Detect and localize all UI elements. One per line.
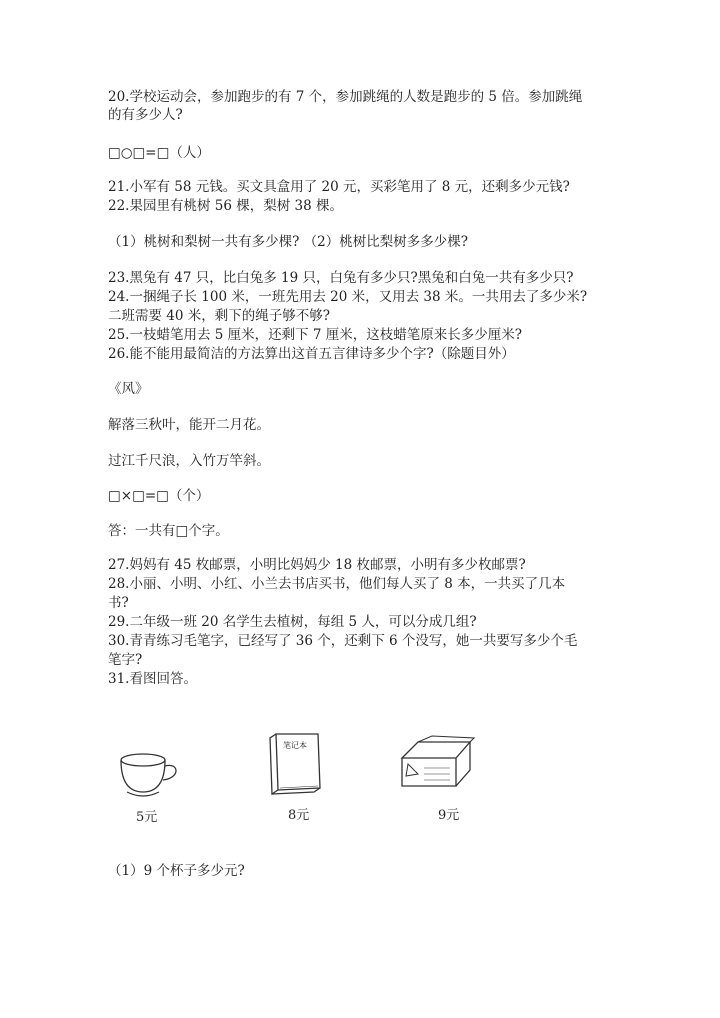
q28-line1: 28.小丽、小明、小红、小兰去书店买书，他们每人买了 8 本，一共买了几本 [108, 576, 566, 592]
q31: 31.看图回答。 [108, 671, 197, 687]
q30-line2: 笔字? [108, 652, 143, 668]
q26: 26.能不能用最简洁的方法算出这首五言律诗多少个字?（除题目外） [108, 346, 515, 362]
item-illustrations [0, 728, 720, 828]
q22: 22.果园里有桃树 56 棵，梨树 38 棵。 [108, 198, 343, 214]
poem-line1: 解落三秋叶，能开二月花。 [108, 417, 270, 433]
q24-line2: 二班需要 40 米，剩下的绳子够不够? [108, 308, 330, 324]
q27: 27.妈妈有 45 枚邮票，小明比妈妈少 18 枚邮票，小明有多少枚邮票? [108, 557, 526, 573]
q30-line1: 30.青青练习毛笔字，已经写了 36 个，还剩下 6 个没写，她一共要写多少个毛 [108, 633, 578, 649]
q20-equation: □○□=□（人） [108, 145, 210, 161]
poem-title: 《风》 [108, 381, 149, 397]
q22-subquestions: （1）桃树和梨树一共有多少棵? （2）桃树比梨树多多少棵? [108, 234, 468, 250]
q26-answer: 答：一共有□个字。 [108, 523, 229, 539]
q26-equation: □×□=□（个） [108, 488, 210, 504]
q23: 23.黑兔有 47 只，比白兔多 19 只，白兔有多少只?黑兔和白兔一共有多少只? [108, 270, 574, 286]
q24-line1: 24.一捆绳子长 100 米，一班先用去 20 米，又用去 38 米。一共用去了多少米? [108, 289, 588, 305]
notebook-cover-label: 笔记本 [283, 741, 307, 750]
pencil-box-icon [398, 734, 476, 796]
poem-line2: 过江千尺浪，入竹万竿斜。 [108, 453, 270, 469]
cup-icon [115, 750, 185, 802]
cup-price: 5元 [136, 810, 158, 825]
q20-line2: 的有多少人? [108, 107, 183, 123]
q29: 29.二年级一班 20 名学生去植树，每组 5 人，可以分成几组? [108, 614, 477, 630]
q31-sub1: （1）9 个杯子多少元? [108, 863, 245, 879]
q28-line2: 书? [108, 595, 129, 611]
q20-line1: 20.学校运动会，参加跑步的有 7 个，参加跳绳的人数是跑步的 5 倍。参加跳绳 [108, 89, 583, 105]
notebook-price: 8元 [288, 808, 310, 823]
pencil-box-price: 9元 [438, 808, 460, 823]
q21: 21.小军有 58 元钱。买文具盒用了 20 元，买彩笔用了 8 元，还剩多少元钱? [108, 179, 570, 195]
q25: 25.一枝蜡笔用去 5 厘米，还剩下 7 厘米，这枝蜡笔原来长多少厘米? [108, 327, 523, 343]
